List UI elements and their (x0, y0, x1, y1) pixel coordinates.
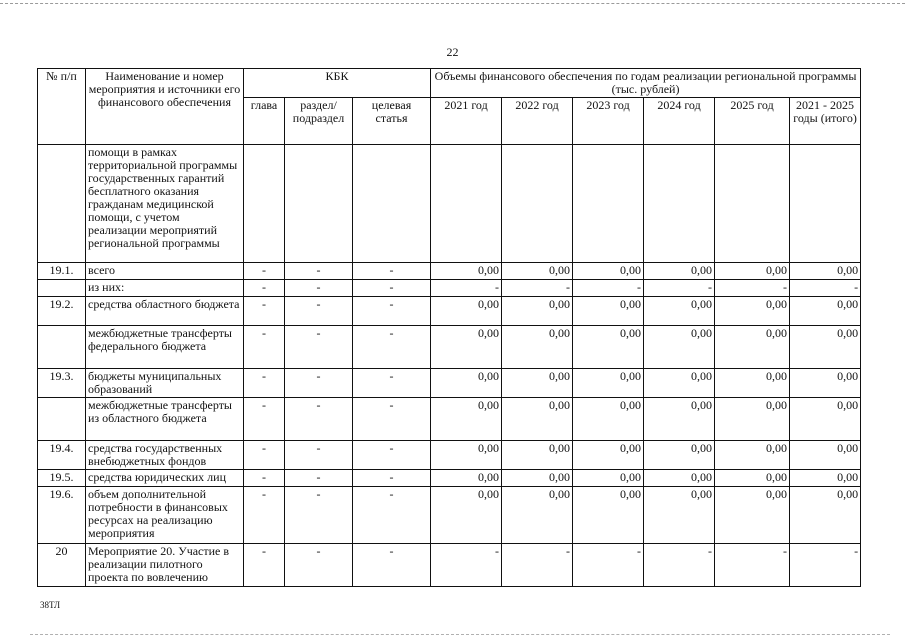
cell-y2025: 0,00 (715, 470, 790, 487)
header-year-2024: 2024 год (644, 98, 715, 145)
cell-y2023: 0,00 (573, 263, 644, 280)
cell-statya: - (353, 280, 431, 297)
cell-y2025: 0,00 (715, 441, 790, 470)
table-row (38, 487, 861, 544)
cell-y2021: - (431, 544, 502, 587)
cell-glava: - (244, 470, 285, 487)
cell-total: 0,00 (790, 487, 861, 544)
cell-statya: - (353, 441, 431, 470)
cell-no (38, 145, 86, 263)
financing-table (37, 68, 861, 587)
cell-statya: - (353, 297, 431, 326)
cell-total: 0,00 (790, 297, 861, 326)
cell-y2021: 0,00 (431, 263, 502, 280)
cell-y2025: 0,00 (715, 263, 790, 280)
cell-y2025: 0,00 (715, 326, 790, 369)
table-row (38, 297, 861, 326)
header-kbk-statya: целевая статья (353, 98, 431, 145)
cell-y2023 (573, 145, 644, 263)
header-volumes: Объемы финансового обеспечения по годам реализации региональной программы (тыс. рублей) (431, 69, 861, 98)
cell-razdel: - (285, 470, 353, 487)
cell-statya (353, 145, 431, 263)
cell-total: 0,00 (790, 263, 861, 280)
cell-y2021 (431, 145, 502, 263)
cell-name: межбюджетные трансферты из областного бюджета (86, 398, 244, 441)
cell-name: средства областного бюджета (86, 297, 244, 326)
cell-statya: - (353, 544, 431, 587)
cell-y2023: 0,00 (573, 441, 644, 470)
cell-y2024: - (644, 544, 715, 587)
header-year-2021: 2021 год (431, 98, 502, 145)
cell-y2025: - (715, 544, 790, 587)
table-row (38, 145, 861, 263)
cell-y2023: 0,00 (573, 369, 644, 398)
cell-name: межбюджетные трансферты федерального бюджета (86, 326, 244, 369)
cell-statya: - (353, 398, 431, 441)
table-row (38, 441, 861, 470)
cell-name: средства государственных внебюджетных фондов (86, 441, 244, 470)
cell-name: помощи в рамках территориальной программы государственных гарантий бесплатного оказания гражданам медицинской помощи, с учетом реализации мероприятий региональной программы (86, 145, 244, 263)
table-row (38, 369, 861, 398)
cell-y2021: 0,00 (431, 470, 502, 487)
cell-y2021: - (431, 280, 502, 297)
cell-y2025: 0,00 (715, 487, 790, 544)
scan-bottom-edge (30, 634, 890, 635)
cell-y2023: - (573, 544, 644, 587)
cell-statya: - (353, 263, 431, 280)
cell-y2023: 0,00 (573, 487, 644, 544)
cell-no: 19.1. (38, 263, 86, 280)
cell-glava: - (244, 487, 285, 544)
cell-y2024: 0,00 (644, 297, 715, 326)
header-kbk: КБК (244, 69, 431, 98)
table-row (38, 326, 861, 369)
cell-y2025: 0,00 (715, 398, 790, 441)
cell-total: 0,00 (790, 369, 861, 398)
table-row (38, 263, 861, 280)
cell-no: 19.4. (38, 441, 86, 470)
cell-y2024: 0,00 (644, 263, 715, 280)
cell-statya: - (353, 369, 431, 398)
cell-total: 0,00 (790, 398, 861, 441)
cell-name: объем дополнительной потребности в финансовых ресурсах на реализацию мероприятия (86, 487, 244, 544)
cell-total: 0,00 (790, 470, 861, 487)
cell-no: 19.2. (38, 297, 86, 326)
cell-name: из них: (86, 280, 244, 297)
cell-y2024: 0,00 (644, 369, 715, 398)
cell-razdel: - (285, 544, 353, 587)
cell-y2022: - (502, 544, 573, 587)
cell-razdel: - (285, 326, 353, 369)
cell-no (38, 280, 86, 297)
cell-y2022: 0,00 (502, 326, 573, 369)
cell-y2022: 0,00 (502, 441, 573, 470)
cell-y2023: 0,00 (573, 297, 644, 326)
cell-razdel (285, 145, 353, 263)
cell-y2024: 0,00 (644, 398, 715, 441)
cell-total (790, 145, 861, 263)
cell-razdel: - (285, 369, 353, 398)
cell-name: бюджеты муниципальных образований (86, 369, 244, 398)
cell-y2024: 0,00 (644, 326, 715, 369)
cell-y2021: 0,00 (431, 369, 502, 398)
table-header-row (38, 69, 861, 98)
cell-total: - (790, 280, 861, 297)
cell-name: всего (86, 263, 244, 280)
cell-razdel: - (285, 441, 353, 470)
cell-y2024: 0,00 (644, 470, 715, 487)
cell-y2024: 0,00 (644, 487, 715, 544)
cell-statya: - (353, 326, 431, 369)
cell-y2022: 0,00 (502, 470, 573, 487)
page-number: 22 (446, 45, 459, 59)
cell-y2023: 0,00 (573, 326, 644, 369)
cell-razdel: - (285, 280, 353, 297)
cell-y2021: 0,00 (431, 326, 502, 369)
cell-y2022: 0,00 (502, 487, 573, 544)
header-kbk-glava: глава (244, 98, 285, 145)
cell-no (38, 326, 86, 369)
cell-glava: - (244, 263, 285, 280)
scan-top-edge (0, 3, 905, 4)
cell-y2023: 0,00 (573, 470, 644, 487)
cell-no: 19.6. (38, 487, 86, 544)
header-name: Наименование и номер мероприятия и источники его финансового обеспечения (86, 69, 244, 145)
cell-y2023: 0,00 (573, 398, 644, 441)
cell-y2021: 0,00 (431, 441, 502, 470)
cell-no: 19.3. (38, 369, 86, 398)
cell-glava: - (244, 544, 285, 587)
cell-no: 20 (38, 544, 86, 587)
cell-statya: - (353, 470, 431, 487)
cell-y2022: 0,00 (502, 369, 573, 398)
footer-code: 38ТЛ (40, 600, 61, 610)
cell-razdel: - (285, 487, 353, 544)
header-year-2023: 2023 год (573, 98, 644, 145)
table-row (38, 280, 861, 297)
cell-glava: - (244, 280, 285, 297)
cell-y2023: - (573, 280, 644, 297)
cell-razdel: - (285, 263, 353, 280)
cell-y2025: 0,00 (715, 297, 790, 326)
cell-name: средства юридических лиц (86, 470, 244, 487)
cell-y2022: 0,00 (502, 263, 573, 280)
cell-y2021: 0,00 (431, 297, 502, 326)
header-year-2022: 2022 год (502, 98, 573, 145)
cell-razdel: - (285, 297, 353, 326)
cell-total: - (790, 544, 861, 587)
cell-total: 0,00 (790, 326, 861, 369)
cell-razdel: - (285, 398, 353, 441)
cell-no (38, 398, 86, 441)
table-row (38, 544, 861, 587)
header-kbk-razdel: раздел/ подраздел (285, 98, 353, 145)
cell-y2021: 0,00 (431, 487, 502, 544)
cell-y2024 (644, 145, 715, 263)
cell-y2025: 0,00 (715, 369, 790, 398)
header-total: 2021 - 2025 годы (итого) (790, 98, 861, 145)
cell-total: 0,00 (790, 441, 861, 470)
cell-glava: - (244, 297, 285, 326)
cell-y2024: - (644, 280, 715, 297)
cell-no: 19.5. (38, 470, 86, 487)
cell-statya: - (353, 487, 431, 544)
cell-y2024: 0,00 (644, 441, 715, 470)
cell-y2021: 0,00 (431, 398, 502, 441)
cell-glava: - (244, 326, 285, 369)
cell-y2025 (715, 145, 790, 263)
cell-glava: - (244, 441, 285, 470)
cell-glava: - (244, 398, 285, 441)
cell-glava: - (244, 369, 285, 398)
cell-glava (244, 145, 285, 263)
table-row (38, 470, 861, 487)
table-row (38, 398, 861, 441)
cell-y2022 (502, 145, 573, 263)
header-number: № п/п (38, 69, 86, 145)
cell-y2022: 0,00 (502, 398, 573, 441)
cell-y2022: 0,00 (502, 297, 573, 326)
header-year-2025: 2025 год (715, 98, 790, 145)
cell-name: Мероприятие 20. Участие в реализации пилотного проекта по вовлечению (86, 544, 244, 587)
cell-y2022: - (502, 280, 573, 297)
cell-y2025: - (715, 280, 790, 297)
